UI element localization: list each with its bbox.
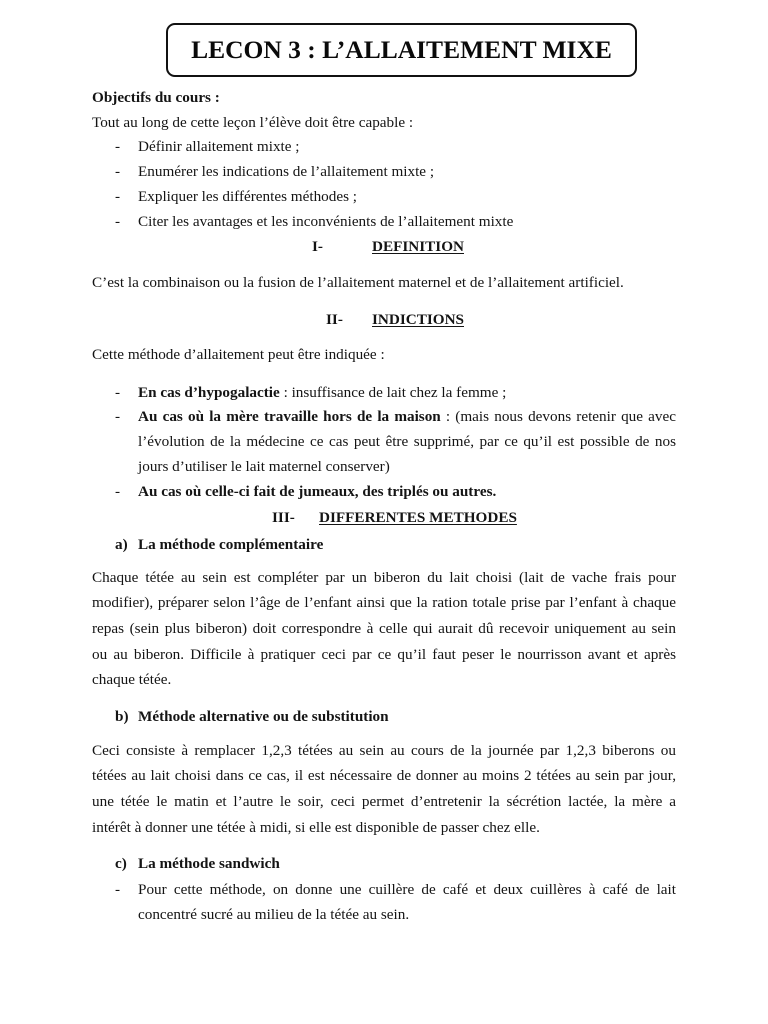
indication-item: Au cas où celle-ci fait de jumeaux, des triplés ou autres. bbox=[138, 483, 497, 500]
objectives-heading: Objectifs du cours : bbox=[92, 89, 220, 106]
paragraph-line: ou au biberon. Difficile à pratiquer ceci par ce qu’il faut peser le nourrisson avant et après bbox=[92, 646, 676, 663]
indication-item bbox=[138, 404, 676, 429]
bullet-line: concentré sucré au milieu de la tétée au sein. bbox=[138, 906, 410, 923]
paragraph-line: modifier), préparer selon l’âge de l’enfant ainsi que la ration totale prise par l’enfant à chaque bbox=[92, 594, 676, 611]
paragraph-line: Chaque tétée au sein est compléter par un biberon du lait choisi (lait de vache frais pour bbox=[92, 569, 676, 586]
paragraph-line: intérêt à donner une tétée à midi, si elle est disponible de passer chez elle. bbox=[92, 819, 540, 836]
subsection-label: c) bbox=[115, 855, 127, 872]
bullet-dash: - bbox=[115, 213, 121, 230]
bullet-dash: - bbox=[115, 188, 121, 205]
subsection-title: La méthode sandwich bbox=[138, 855, 280, 872]
bullet-line: Pour cette méthode, on donne une cuillère de café et deux cuillères à café de lait bbox=[138, 881, 676, 898]
paragraph-line: Ceci consiste à remplacer 1,2,3 tétées au sein au cours de la journée par 1,2,3 biberons ou bbox=[92, 742, 676, 759]
lesson-title-box bbox=[166, 23, 637, 77]
indication-continuation: l’évolution de la médecine ce cas peut être supprimé, par ce qu’il est possible de nos bbox=[138, 433, 676, 450]
indication-text: : (mais nous devons retenir que avec bbox=[440, 408, 677, 425]
indication-text: : insuffisance de lait chez la femme ; bbox=[279, 384, 507, 401]
bullet-dash: - bbox=[115, 163, 121, 180]
subsection-title: Méthode alternative ou de substitution bbox=[138, 708, 389, 725]
bullet-dash: - bbox=[115, 483, 121, 500]
paragraph-line: une tétée le matin et l’autre le soir, ceci permet d’entretenir la sécrétion lactée, la mère a bbox=[92, 793, 676, 810]
subsection-label: b) bbox=[115, 708, 129, 725]
lesson-title: LECON 3 : L’ALLAITEMENT MIXE bbox=[191, 35, 612, 65]
indication-continuation: jours d’utiliser le lait maternel conserver) bbox=[138, 458, 390, 475]
bullet-dash: - bbox=[115, 384, 121, 401]
section-title-definition: DEFINITION bbox=[372, 238, 464, 255]
definition-text: C’est la combinaison ou la fusion de l’allaitement maternel et de l’allaitement artificiel. bbox=[92, 274, 624, 291]
section-title-indications: INDICTIONS bbox=[372, 311, 464, 328]
paragraph-line: repas (sein plus biberon) doit correspondre à celle qui aurait dû recevoir uniquement au sein bbox=[92, 620, 676, 637]
bullet-dash: - bbox=[115, 881, 121, 898]
indication-bold-text: En cas d’hypogalactie bbox=[138, 384, 280, 401]
section-number: III- bbox=[272, 509, 295, 526]
subsection-label: a) bbox=[115, 536, 128, 553]
paragraph-line: chaque tétée. bbox=[92, 671, 172, 688]
objective-item: Citer les avantages et les inconvénients de l’allaitement mixte bbox=[138, 213, 514, 230]
objective-item: Définir allaitement mixte ; bbox=[138, 138, 300, 155]
objectives-intro: Tout au long de cette leçon l’élève doit être capable : bbox=[92, 114, 414, 131]
section-number: I- bbox=[312, 238, 323, 255]
paragraph-line: tétées au lait choisi dans ce cas, il est nécessaire de donner au moins 2 tétées au sein par jour, bbox=[92, 767, 676, 784]
indications-intro: Cette méthode d’allaitement peut être indiquée : bbox=[92, 346, 385, 363]
indication-item bbox=[138, 380, 506, 405]
subsection-title: La méthode complémentaire bbox=[138, 536, 324, 553]
objective-item: Expliquer les différentes méthodes ; bbox=[138, 188, 358, 205]
section-number: II- bbox=[326, 311, 343, 328]
objective-item: Enumérer les indications de l’allaitement mixte ; bbox=[138, 163, 435, 180]
bullet-dash: - bbox=[115, 138, 121, 155]
indication-bold-text: Au cas où la mère travaille hors de la maison bbox=[138, 408, 441, 425]
bullet-dash: - bbox=[115, 408, 121, 425]
section-title-methods: DIFFERENTES METHODES bbox=[319, 509, 517, 526]
